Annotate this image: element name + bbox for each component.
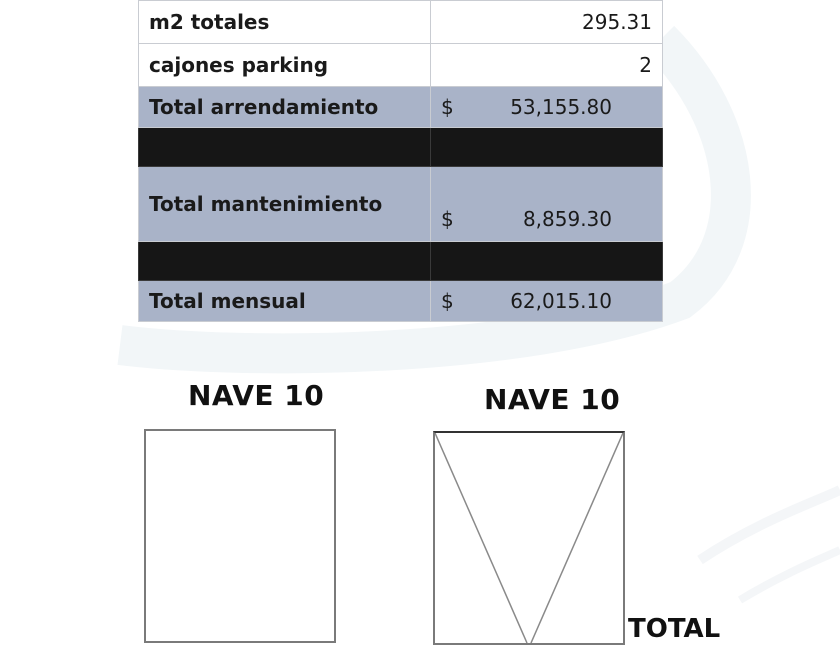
- separator-cell: [431, 128, 663, 167]
- nave-left-floorplan: [144, 429, 336, 643]
- floorplan-diagonal-lines: [435, 433, 623, 643]
- m2-totales-label: m2 totales: [139, 1, 431, 44]
- table-row-separator: [139, 242, 663, 281]
- cost-summary-table: [138, 0, 663, 322]
- table-row-total-mantenimiento: [139, 167, 663, 242]
- table-row-separator: [139, 128, 663, 167]
- total-mantenimiento-amount: 8,859.30: [522, 207, 612, 231]
- table-row-cajones-parking: [139, 44, 663, 87]
- total-mantenimiento-label: Total mantenimiento: [139, 167, 431, 242]
- total-mensual-label: Total mensual: [139, 281, 431, 322]
- cajones-parking-label: cajones parking: [139, 44, 431, 87]
- total-mensual-cell: [431, 281, 663, 322]
- total-arrendamiento-amount: 53,155.80: [510, 95, 612, 119]
- m2-totales-value: 295.31: [431, 1, 663, 44]
- separator-cell: [139, 242, 431, 281]
- cajones-parking-value: 2: [431, 44, 663, 87]
- total-mantenimiento-cell: [431, 167, 663, 242]
- nave-right-title: NAVE 10: [484, 383, 621, 416]
- currency-symbol: $: [441, 207, 454, 231]
- nave-left-title: NAVE 10: [188, 379, 325, 412]
- separator-cell: [139, 128, 431, 167]
- total-arrendamiento-cell: [431, 87, 663, 128]
- total-mensual-amount: 62,015.10: [510, 289, 612, 313]
- total-arrendamiento-label: Total arrendamiento: [139, 87, 431, 128]
- table-row-total-mensual: [139, 281, 663, 322]
- total-label: TOTAL: [628, 614, 721, 644]
- table-row-m2-totales: [139, 1, 663, 44]
- nave-right-floorplan: [433, 431, 625, 645]
- table-row-total-arrendamiento: [139, 87, 663, 128]
- currency-symbol: $: [441, 95, 454, 119]
- separator-cell: [431, 242, 663, 281]
- currency-symbol: $: [441, 289, 454, 313]
